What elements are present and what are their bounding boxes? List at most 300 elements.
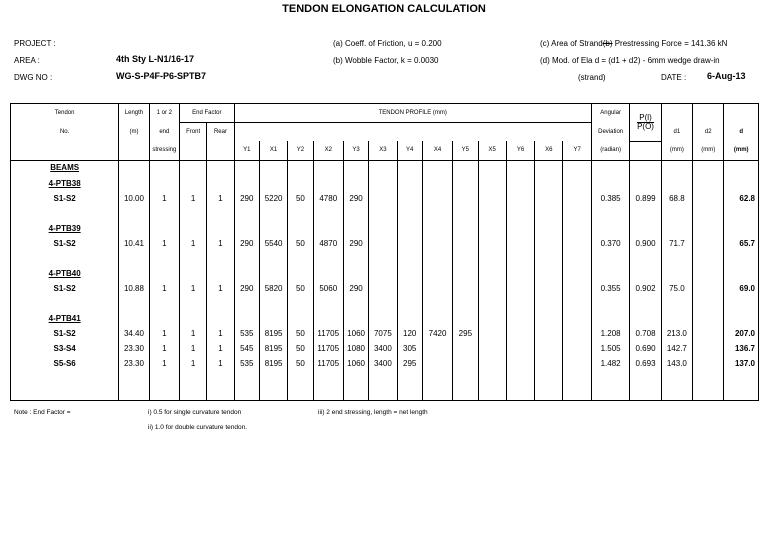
strand-label: (strand) [578,73,606,82]
strikethrough-text: (b) [602,39,613,48]
empty-cell [313,372,343,386]
empty-cell [397,266,422,282]
p-ratio-cell: 0.690 [630,342,661,357]
ends-cell: 1 [149,342,179,357]
tendon-id: S5-S6 [11,357,119,372]
empty-cell [149,221,179,237]
profile-cell: 295 [453,327,478,342]
profile-col: Y4 [397,141,422,160]
empty-cell [149,176,179,192]
empty-cell [563,176,591,192]
empty-cell [119,252,149,266]
profile-cell: 7420 [422,327,452,342]
header-radian: (radian) [591,141,629,160]
empty-cell [563,372,591,386]
ends-cell: 1 [149,237,179,252]
empty-cell [630,311,661,327]
profile-cell: 50 [288,282,313,297]
empty-cell [207,160,234,176]
empty-cell [422,297,452,311]
empty-cell [478,176,506,192]
empty-cell [343,160,368,176]
empty-cell [661,176,692,192]
empty-cell [397,221,422,237]
empty-cell [591,311,629,327]
empty-cell [535,207,563,221]
empty-cell [453,266,478,282]
profile-cell [506,342,534,357]
empty-cell [119,266,149,282]
front-factor-cell: 1 [180,237,207,252]
rear-factor-cell: 1 [207,282,234,297]
d1-cell: 142.7 [661,342,692,357]
profile-cell [453,237,478,252]
empty-cell [506,266,534,282]
table-row [11,266,759,282]
mod-elasticity: (d) Mod. of Ela d = (d1 + d2) - 6mm wedge draw-in [540,56,720,65]
empty-cell [661,297,692,311]
empty-cell [563,311,591,327]
empty-cell [397,160,422,176]
empty-cell [180,207,207,221]
angular-cell: 1.208 [591,327,629,342]
d1-cell: 213.0 [661,327,692,342]
empty-cell [180,176,207,192]
profile-cell [422,192,452,207]
dwg-label: DWG NO : [14,73,53,82]
header-length: Length [119,104,149,123]
empty-cell [630,386,661,401]
empty-cell [11,386,119,401]
p-ratio-cell: 0.708 [630,327,661,342]
profile-cell: 8195 [259,342,287,357]
header-p-top: P(l) [637,114,654,123]
empty-cell [693,160,724,176]
page-title: TENDON ELONGATION CALCULATION [282,3,486,15]
empty-cell [506,372,534,386]
empty-cell [591,297,629,311]
empty-cell [630,207,661,221]
profile-cell [422,342,452,357]
profile-cell [453,342,478,357]
empty-cell [397,207,422,221]
empty-cell [397,252,422,266]
tendon-group-title [11,176,119,192]
empty-cell [478,372,506,386]
empty-cell [630,252,661,266]
header-d1: d1 [661,123,692,142]
profile-cell [397,192,422,207]
empty-cell [180,266,207,282]
tendon-group-title [11,221,119,237]
profile-cell: 50 [288,357,313,372]
profile-cell [563,357,591,372]
empty-cell [591,372,629,386]
empty-cell [478,266,506,282]
profile-cell [563,192,591,207]
empty-cell [661,207,692,221]
empty-cell [453,207,478,221]
header-no: No. [11,123,119,142]
length-cell: 34.40 [119,327,149,342]
empty-cell [119,207,149,221]
empty-cell [180,221,207,237]
empty-cell [453,176,478,192]
empty-cell [234,297,259,311]
empty-cell [630,160,661,176]
profile-col: X3 [369,141,397,160]
profile-col: X6 [535,141,563,160]
empty-cell [453,386,478,401]
empty-cell [693,207,724,221]
empty-cell [478,297,506,311]
profile-cell: 11705 [313,327,343,342]
profile-cell: 8195 [259,357,287,372]
tendon-id: S1-S2 [11,282,119,297]
length-cell: 10.88 [119,282,149,297]
angular-cell: 1.505 [591,342,629,357]
empty-cell [234,207,259,221]
d2-cell [693,357,724,372]
empty-cell [259,386,287,401]
empty-cell [343,266,368,282]
profile-cell [397,237,422,252]
table-row [11,192,759,207]
empty-cell [369,160,397,176]
empty-cell [313,221,343,237]
empty-cell [630,297,661,311]
header-rear: Rear [207,123,234,142]
profile-cell: 290 [343,237,368,252]
header-d-unit: (mm) [724,141,759,160]
elongation-table [10,103,759,401]
tendon-id: S1-S2 [11,237,119,252]
empty-cell [506,311,534,327]
empty-cell [343,252,368,266]
area-label: AREA : [14,56,40,65]
empty-cell [563,252,591,266]
profile-cell [563,237,591,252]
empty-cell [343,386,368,401]
empty-cell [343,297,368,311]
empty-cell [724,221,759,237]
empty-cell [234,221,259,237]
empty-cell [591,386,629,401]
empty-cell [535,311,563,327]
d-cell: 62.8 [724,192,759,207]
table-row [11,357,759,372]
profile-cell: 545 [234,342,259,357]
profile-col: Y3 [343,141,368,160]
empty-cell [234,160,259,176]
empty-cell [119,176,149,192]
d-cell: 137.0 [724,357,759,372]
empty-cell [478,386,506,401]
profile-cell [369,282,397,297]
empty-cell [343,372,368,386]
profile-cell [563,282,591,297]
empty-cell [693,252,724,266]
profile-cell [535,192,563,207]
table-row [11,311,759,327]
empty-cell [535,266,563,282]
empty-cell [724,252,759,266]
empty-cell [207,176,234,192]
empty-cell [343,176,368,192]
empty-cell [724,160,759,176]
empty-cell [422,221,452,237]
header-length-unit: (m) [119,123,149,142]
profile-cell: 290 [234,192,259,207]
d2-cell [693,192,724,207]
empty-cell [207,372,234,386]
profile-cell: 5820 [259,282,287,297]
empty-cell [693,266,724,282]
empty-cell [180,297,207,311]
profile-cell: 1080 [343,342,368,357]
empty-cell [506,176,534,192]
empty-cell [535,372,563,386]
empty-cell [369,266,397,282]
empty-cell [397,297,422,311]
empty-cell [207,311,234,327]
table-row [11,282,759,297]
profile-cell [453,282,478,297]
profile-col: Y7 [563,141,591,160]
profile-cell [478,342,506,357]
profile-cell: 50 [288,342,313,357]
empty-cell [453,297,478,311]
empty-cell [693,311,724,327]
empty-cell [724,176,759,192]
empty-cell [422,207,452,221]
empty-cell [506,207,534,221]
angular-cell: 0.385 [591,192,629,207]
d1-cell: 75.0 [661,282,692,297]
header-deviation: Deviation [591,123,629,142]
empty-cell [661,266,692,282]
profile-cell [453,357,478,372]
profile-cell: 50 [288,327,313,342]
empty-cell [313,160,343,176]
area-strand-line [540,39,727,48]
table-row [11,221,759,237]
empty-cell [288,386,313,401]
length-cell: 10.41 [119,237,149,252]
empty-cell [397,386,422,401]
profile-cell [506,237,534,252]
empty-cell [630,176,661,192]
table-row [11,372,759,386]
empty-cell [478,311,506,327]
empty-cell [234,176,259,192]
d2-cell [693,237,724,252]
empty-cell [149,160,179,176]
empty-cell [207,252,234,266]
profile-cell: 535 [234,327,259,342]
d1-cell: 143.0 [661,357,692,372]
d1-cell: 71.7 [661,237,692,252]
profile-cell: 5220 [259,192,287,207]
note-label: Note : End Factor = [14,409,71,416]
profile-cell [535,342,563,357]
rear-factor-cell: 1 [207,327,234,342]
empty-cell [180,386,207,401]
group-label: BEAMS [50,163,80,172]
empty-cell [11,252,119,266]
empty-cell [207,266,234,282]
empty-cell [259,311,287,327]
empty-cell [506,386,534,401]
empty-cell [369,386,397,401]
empty-cell [693,372,724,386]
profile-cell [478,237,506,252]
empty-cell [506,221,534,237]
header-front: Front [180,123,207,142]
empty-cell [234,266,259,282]
empty-cell [288,311,313,327]
empty-cell [149,266,179,282]
profile-col: Y5 [453,141,478,160]
empty-cell [149,297,179,311]
profile-cell: 1060 [343,327,368,342]
empty-cell [180,311,207,327]
area-strand-text: (c) Area of Strand [540,39,603,48]
empty-cell [453,311,478,327]
table-row [11,237,759,252]
empty-cell [535,176,563,192]
empty-cell [180,252,207,266]
empty-cell [422,252,452,266]
empty-cell [506,252,534,266]
empty-cell [313,266,343,282]
empty-cell [724,266,759,282]
d2-cell [693,282,724,297]
empty-cell [259,266,287,282]
header-end: end [149,123,179,142]
group-label: 4-PTB40 [48,268,81,278]
profile-cell: 5540 [259,237,287,252]
empty-cell [478,160,506,176]
empty-cell [369,311,397,327]
header-stressing: stressing [149,141,179,160]
note-i: i) 0.5 for single curvature tendon [148,409,242,416]
empty-cell [259,252,287,266]
rear-factor-cell: 1 [207,342,234,357]
tendon-id: S1-S2 [11,192,119,207]
rear-factor-cell: 1 [207,357,234,372]
empty-cell [149,252,179,266]
header-d2: d2 [693,123,724,142]
group-label: 4-PTB41 [48,313,81,323]
empty-cell [453,252,478,266]
empty-cell [535,386,563,401]
ends-cell: 1 [149,192,179,207]
profile-cell [535,327,563,342]
empty-cell [234,372,259,386]
d1-cell: 68.8 [661,192,692,207]
empty-cell [313,311,343,327]
front-factor-cell: 1 [180,327,207,342]
angular-cell: 0.370 [591,237,629,252]
profile-cell: 1060 [343,357,368,372]
empty-cell [313,176,343,192]
p-ratio-cell: 0.693 [630,357,661,372]
profile-cell [478,282,506,297]
empty-cell [422,372,452,386]
length-cell: 10.00 [119,192,149,207]
empty-cell [234,252,259,266]
date-value: 6-Aug-13 [707,71,746,81]
dwg-value: WG-S-P4F-P6-SPTB7 [116,71,207,81]
empty-cell [591,221,629,237]
empty-cell [535,297,563,311]
empty-cell [119,221,149,237]
empty-cell [661,160,692,176]
empty-cell [11,297,119,311]
note-iii: iii) 2 end stressing, length = net length [318,409,428,416]
profile-cell: 120 [397,327,422,342]
empty-cell [453,372,478,386]
ends-cell: 1 [149,282,179,297]
empty-cell [422,386,452,401]
profile-cell [478,327,506,342]
table-row [11,176,759,192]
profile-cell: 50 [288,237,313,252]
empty-cell [563,266,591,282]
empty-cell [234,386,259,401]
profile-cell: 290 [234,282,259,297]
profile-cell [397,282,422,297]
rear-factor-cell: 1 [207,192,234,207]
table-row [11,252,759,266]
profile-cell: 3400 [369,357,397,372]
profile-col: X4 [422,141,452,160]
length-cell: 23.30 [119,357,149,372]
profile-col: Y2 [288,141,313,160]
empty-cell [207,221,234,237]
empty-cell [119,297,149,311]
empty-cell [288,372,313,386]
p-ratio-cell: 0.900 [630,237,661,252]
section-title [11,160,119,176]
empty-cell [119,386,149,401]
tendon-id: S1-S2 [11,327,119,342]
friction-coeff: (a) Coeff. of Friction, u = 0.200 [333,39,442,48]
header-p-bot: P(O) [637,121,654,131]
empty-cell [313,207,343,221]
front-factor-cell: 1 [180,357,207,372]
empty-cell [535,252,563,266]
empty-cell [478,221,506,237]
empty-cell [288,160,313,176]
empty-cell [422,311,452,327]
profile-cell [506,357,534,372]
empty-cell [11,372,119,386]
profile-cell: 7075 [369,327,397,342]
header-d1-unit: (mm) [661,141,692,160]
profile-cell: 290 [234,237,259,252]
empty-cell [149,207,179,221]
empty-cell [119,372,149,386]
profile-cell: 11705 [313,342,343,357]
d-cell: 136.7 [724,342,759,357]
tendon-group-title [11,266,119,282]
empty-cell [422,160,452,176]
d-cell: 69.0 [724,282,759,297]
header-tendon: Tendon [11,104,119,123]
front-factor-cell: 1 [180,282,207,297]
